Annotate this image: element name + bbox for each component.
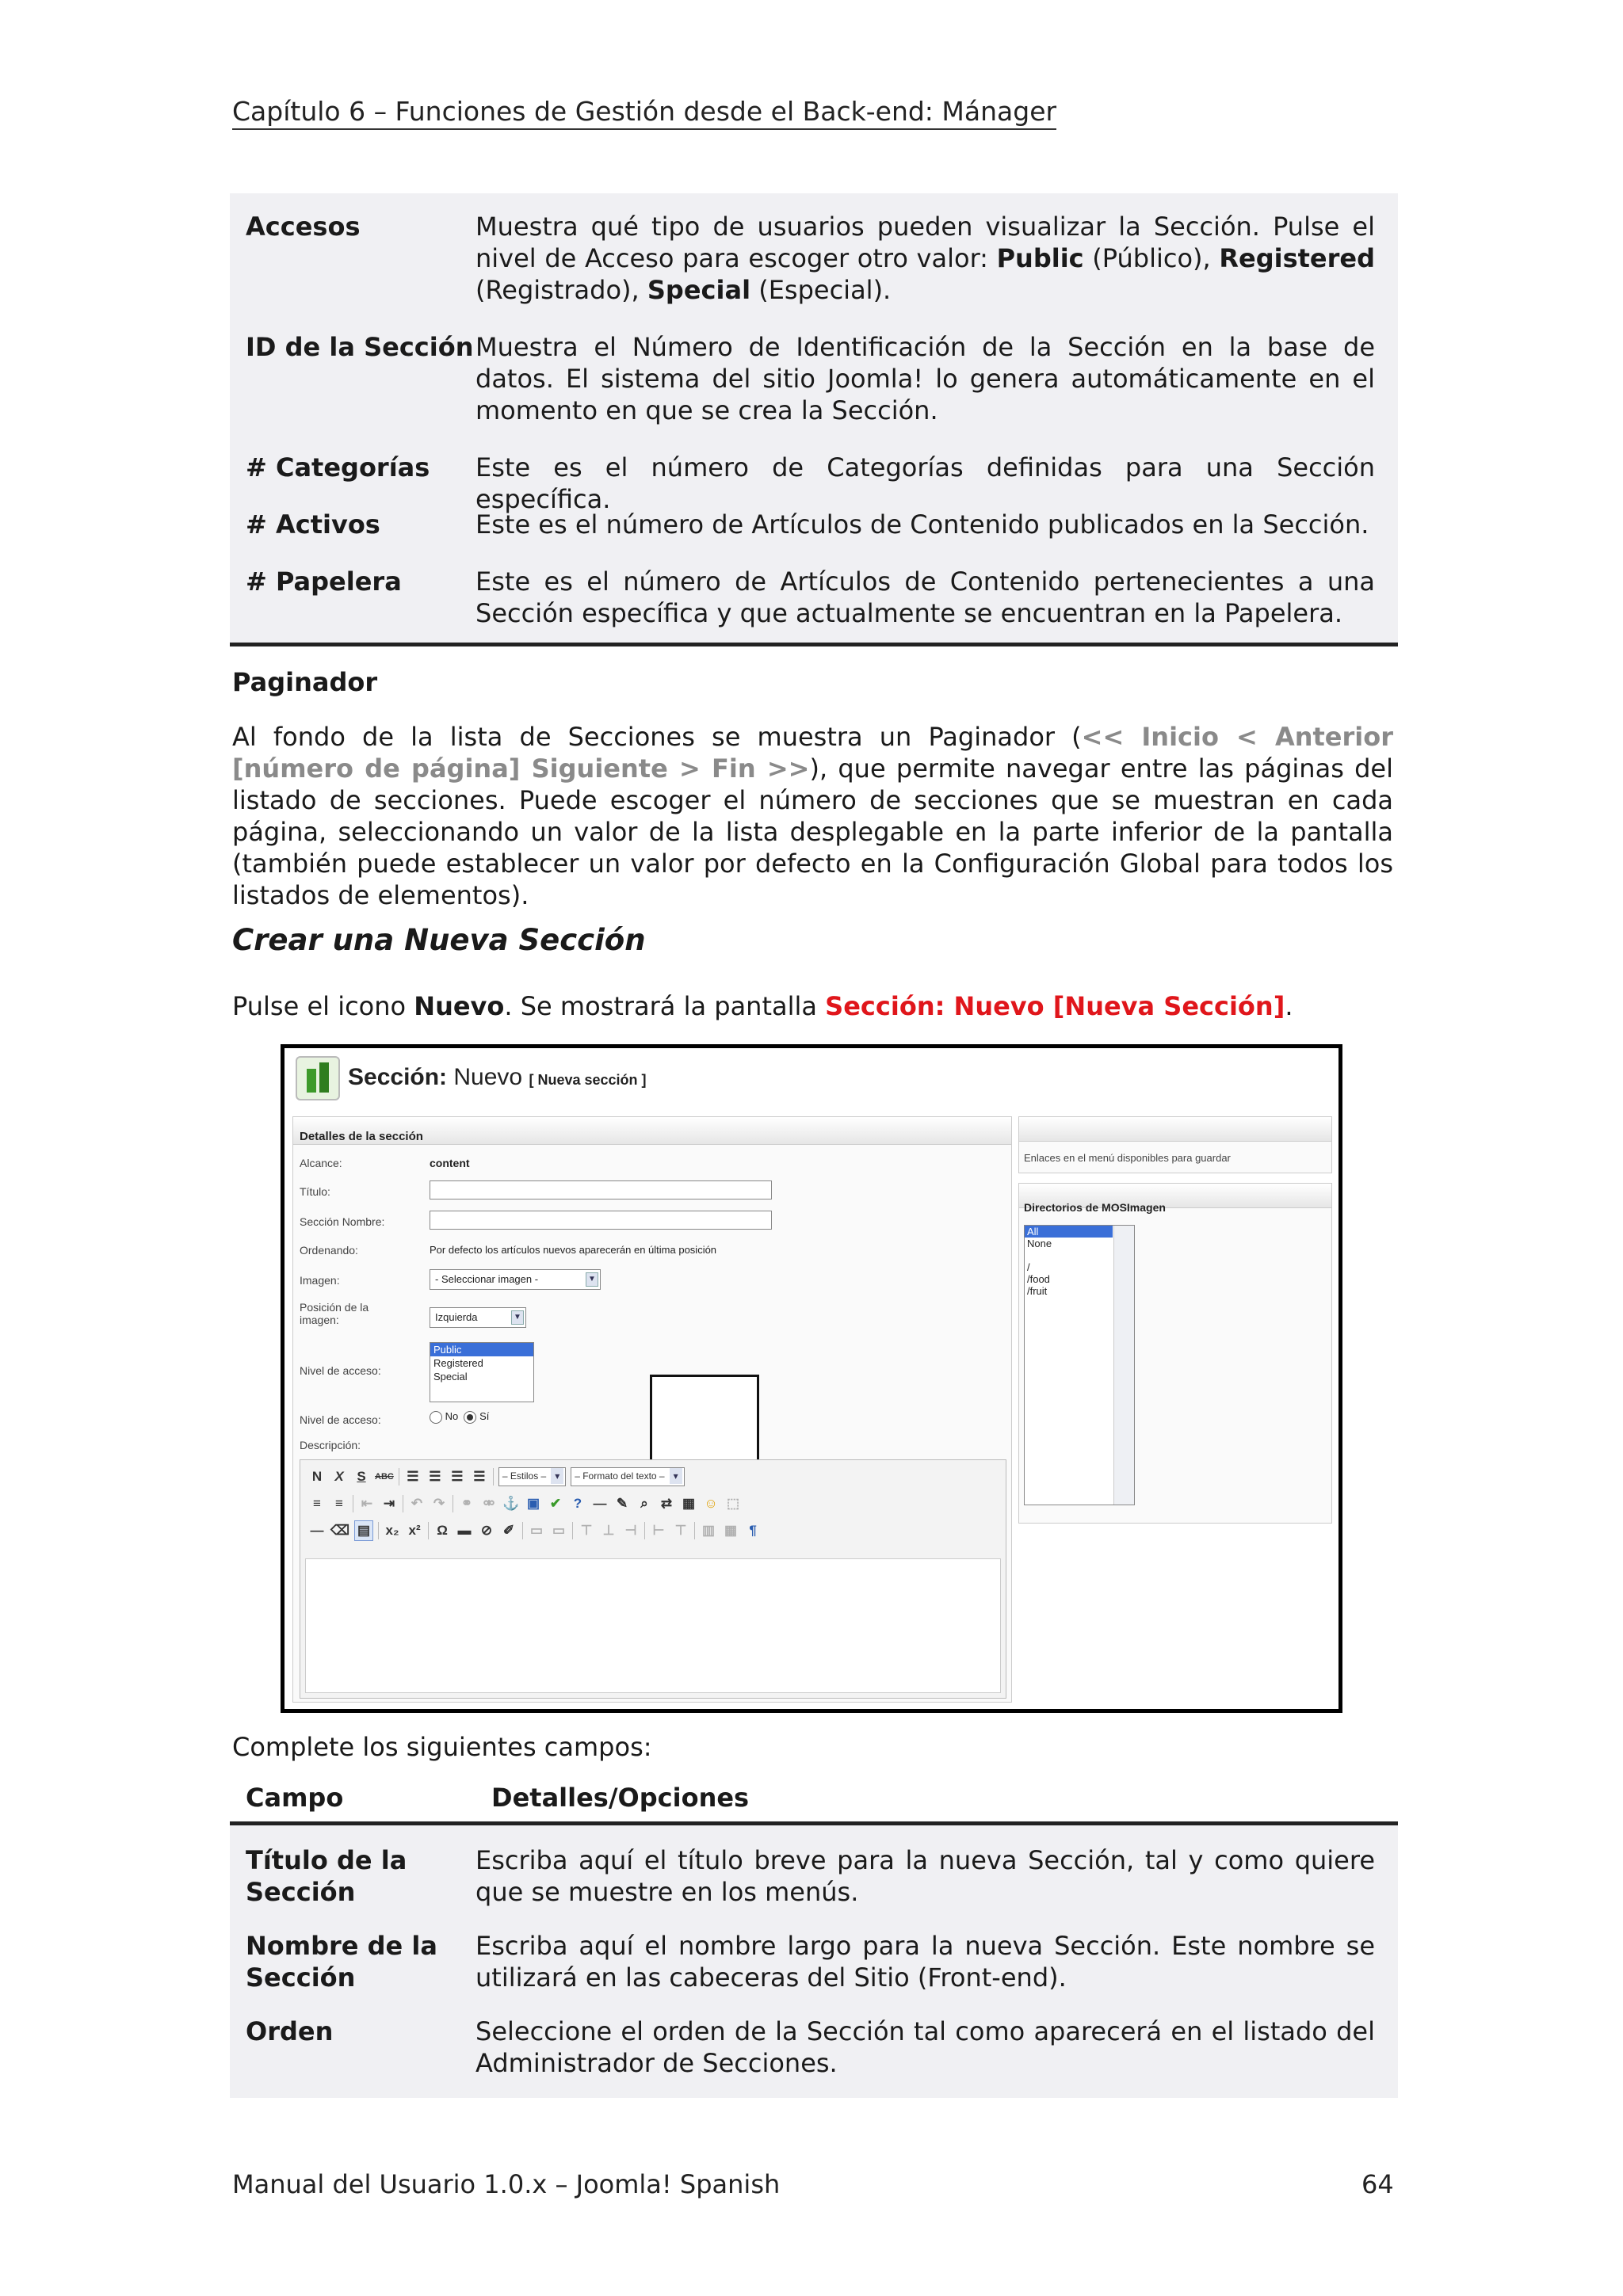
col-before-icon[interactable]: ⊢: [652, 1523, 665, 1538]
col-after-icon[interactable]: ⊤: [674, 1523, 687, 1538]
paginador-paragraph: Al fondo de la lista de Secciones se muestra un Paginador (<< Inicio < Anterior [número de página] Siguiente > Fin >>), que permite navegar entre las páginas del listado de secciones. Puede escoger el número de secciones que se muestran en cada página, seleccionando un valor de la lista desplegable en la parte inferior de la pantalla (también puede establecer un valor por defecto en la Configuración Global para todos los listados de elementos).: [232, 722, 1394, 910]
row-desc: Seleccione el orden de la Sección tal como aparecerá en el listado del Administrador de Secciones.: [475, 2016, 1375, 2078]
row-desc: Este es el número de Artículos de Contenido publicados en la Sección.: [475, 509, 1369, 540]
field-label: Posición de la imagen:: [300, 1301, 369, 1326]
row-term: # Papelera: [246, 566, 402, 597]
image-dirs-box: [1018, 1183, 1332, 1524]
header-campo: Campo: [246, 1783, 344, 1813]
hr-line-icon[interactable]: —: [310, 1523, 324, 1538]
align-right-icon[interactable]: ☰: [451, 1469, 464, 1484]
field-label: Descripción:: [300, 1439, 361, 1451]
section-icon: [296, 1056, 340, 1100]
editor-toolbar-2: [308, 1492, 742, 1516]
table-row: [230, 509, 1375, 540]
table-row: [230, 1844, 1375, 1908]
wysiwyg-editor: [300, 1459, 1006, 1699]
screen-title: Sección: Nuevo [ Nueva sección ]: [348, 1064, 647, 1090]
paginador-heading: Paginador: [232, 667, 378, 697]
field-label: Sección Nombre:: [300, 1215, 385, 1228]
panel-heading: Detalles de la sección: [300, 1130, 423, 1143]
section-name-input[interactable]: [430, 1211, 772, 1230]
undo-icon[interactable]: ↶: [411, 1496, 423, 1511]
section-title: Crear una Nueva Sección: [232, 923, 646, 957]
code-icon[interactable]: ✎: [616, 1496, 628, 1511]
search-icon[interactable]: ⌕: [640, 1496, 648, 1511]
underline-icon[interactable]: S: [357, 1469, 366, 1484]
row-term: # Activos: [246, 509, 380, 540]
table-row: [230, 2016, 1375, 2079]
radio-si[interactable]: [464, 1411, 476, 1424]
fields-table-header: [230, 1775, 1398, 1825]
row-icon[interactable]: ▭: [552, 1523, 566, 1538]
table-row: [230, 211, 1375, 306]
emoticon-icon[interactable]: ☺: [704, 1496, 718, 1511]
align-left-icon[interactable]: ☰: [407, 1469, 419, 1484]
table-icon[interactable]: ▤: [354, 1520, 373, 1541]
header-detalles: Detalles/Opciones: [491, 1783, 750, 1813]
row-desc: Este es el número de Categorías definidas para una Sección específica.: [475, 452, 1375, 514]
row-term: # Categorías: [246, 452, 430, 482]
charmap-icon[interactable]: Ω: [437, 1523, 448, 1538]
field-label: Ordenando:: [300, 1244, 358, 1257]
image-dirs-list[interactable]: All None / /food /fruit: [1024, 1225, 1135, 1505]
layer-icon[interactable]: ⬚: [726, 1496, 740, 1511]
published-radio-group: No Sí: [430, 1410, 489, 1424]
spellcheck-icon[interactable]: ⊘: [480, 1523, 493, 1538]
row-desc: Escriba aquí el nombre largo para la nueva Sección. Este nombre se utilizará en las cabeceras del Sitio (Front-end).: [475, 1931, 1375, 1993]
media-icon[interactable]: ▬: [457, 1523, 472, 1538]
table-row: [230, 331, 1375, 426]
field-label: Imagen:: [300, 1274, 340, 1287]
row-term: Orden: [246, 2016, 334, 2046]
strikethrough-icon[interactable]: ABC: [375, 1472, 394, 1482]
indent-icon[interactable]: ⇥: [383, 1496, 395, 1511]
merge-cell-icon[interactable]: ▦: [724, 1523, 738, 1538]
unlink-icon[interactable]: ⚮: [483, 1496, 495, 1511]
bullet-list-icon[interactable]: ≡: [313, 1496, 321, 1511]
footer-left: Manual del Usuario 1.0.x – Joomla! Spanish: [232, 2169, 781, 2199]
format-select[interactable]: – Formato del texto – ▾: [571, 1467, 684, 1486]
outdent-icon[interactable]: ⇤: [361, 1496, 373, 1511]
chapter-header: Capítulo 6 – Funciones de Gestión desde el Back-end: Mánager: [232, 95, 1056, 130]
row-term: Accesos: [246, 212, 361, 242]
row-term: ID de la Sección: [246, 332, 474, 362]
table-row: [230, 1930, 1375, 1993]
page-number: 64: [1361, 2169, 1394, 2199]
editor-toolbar-1: [308, 1465, 685, 1489]
align-justify-icon[interactable]: ☰: [473, 1469, 486, 1484]
field-value: content: [430, 1157, 470, 1169]
image-icon[interactable]: ▣: [526, 1496, 540, 1511]
fields-table: [230, 1825, 1398, 2098]
field-label: Nivel de acceso:: [300, 1413, 381, 1426]
field-label: Nivel de acceso:: [300, 1364, 381, 1377]
ordering-value: Por defecto los artículos nuevos aparecerán en última posición: [430, 1244, 717, 1256]
row-desc: Escriba aquí el título breve para la nueva Sección, tal y como quiere que se muestre en los menús.: [475, 1845, 1375, 1907]
subscript-icon[interactable]: x₂: [385, 1523, 399, 1538]
edit-icon[interactable]: ✐: [502, 1523, 515, 1538]
hr-icon[interactable]: ―: [593, 1496, 607, 1511]
superscript-icon[interactable]: x²: [408, 1523, 421, 1538]
cleanup-icon[interactable]: ✔: [549, 1496, 562, 1511]
table-row: [230, 452, 1375, 515]
replace-icon[interactable]: ⇄: [660, 1496, 673, 1511]
image-select[interactable]: - Seleccionar imagen - ▼: [430, 1269, 601, 1290]
image-position-select[interactable]: Izquierda ▼: [430, 1307, 526, 1328]
styles-select[interactable]: – Estilos – ▾: [498, 1467, 566, 1486]
access-level-list[interactable]: Public Registered Special: [430, 1342, 534, 1402]
new-section-screenshot: [281, 1044, 1342, 1713]
editor-content-area[interactable]: [305, 1558, 1001, 1693]
row-after-icon[interactable]: ⊥: [602, 1523, 615, 1538]
field-label: Título:: [300, 1185, 330, 1198]
complete-text: Complete los siguientes campos:: [232, 1732, 652, 1762]
editor-toolbar-3: [308, 1519, 762, 1543]
help-icon[interactable]: ?: [573, 1496, 582, 1511]
radio-no[interactable]: [430, 1411, 442, 1424]
field-label: Alcance:: [300, 1157, 342, 1169]
anchor-icon[interactable]: ⚓: [502, 1496, 520, 1511]
row-desc: Muestra qué tipo de usuarios pueden visualizar la Sección. Pulse el nivel de Acceso para escoger otro valor: Public (Público), Registered (Registrado), Special (Especial).: [475, 212, 1376, 305]
bold-icon[interactable]: N: [311, 1469, 323, 1484]
row-before-icon[interactable]: ⊤: [580, 1523, 593, 1538]
right-panels: [1018, 1116, 1335, 1703]
row-desc: Este es el número de Artículos de Contenido pertenecientes a una Sección específica y que actualmente se encuentran en la Papelera.: [475, 566, 1375, 628]
columns-table: [230, 193, 1398, 646]
date-icon[interactable]: ▦: [682, 1496, 696, 1511]
split-cell-icon[interactable]: ▥: [702, 1523, 716, 1538]
cell-icon[interactable]: ▭: [530, 1523, 544, 1538]
list-scrollbar[interactable]: [1113, 1226, 1134, 1505]
menu-links-text: Enlaces en el menú disponibles para guardar: [1024, 1152, 1231, 1164]
direction-icon[interactable]: ¶: [749, 1523, 757, 1538]
italic-icon[interactable]: X: [334, 1469, 344, 1484]
row-desc: Muestra el Número de Identificación de la Sección en la base de datos. El sistema del sitio Joomla! lo genera automáticamente en el momento en que se crea la Sección.: [475, 332, 1375, 425]
menu-links-box: [1018, 1116, 1332, 1173]
table-row: [230, 566, 1375, 629]
row-term: Título de la Sección: [246, 1845, 407, 1907]
section-intro: Pulse el icono Nuevo. Se mostrará la pantalla Sección: Nuevo [Nueva Sección].: [232, 991, 1293, 1021]
delete-row-icon[interactable]: ⊣: [624, 1523, 637, 1538]
link-icon[interactable]: ⚭: [460, 1496, 473, 1511]
align-center-icon[interactable]: ☰: [429, 1469, 441, 1484]
paginador-nav: << Inicio < Anterior [número de página] Siguiente > Fin >>: [232, 722, 1394, 784]
redo-icon[interactable]: ↷: [433, 1496, 445, 1511]
number-list-icon[interactable]: ≡: [335, 1496, 343, 1511]
title-input[interactable]: [430, 1180, 772, 1199]
details-panel: [292, 1116, 1012, 1703]
row-term: Nombre de la Sección: [246, 1931, 437, 1993]
image-dirs-title: Directorios de MOSImagen: [1024, 1201, 1166, 1214]
eraser-icon[interactable]: ⌫: [330, 1523, 350, 1538]
